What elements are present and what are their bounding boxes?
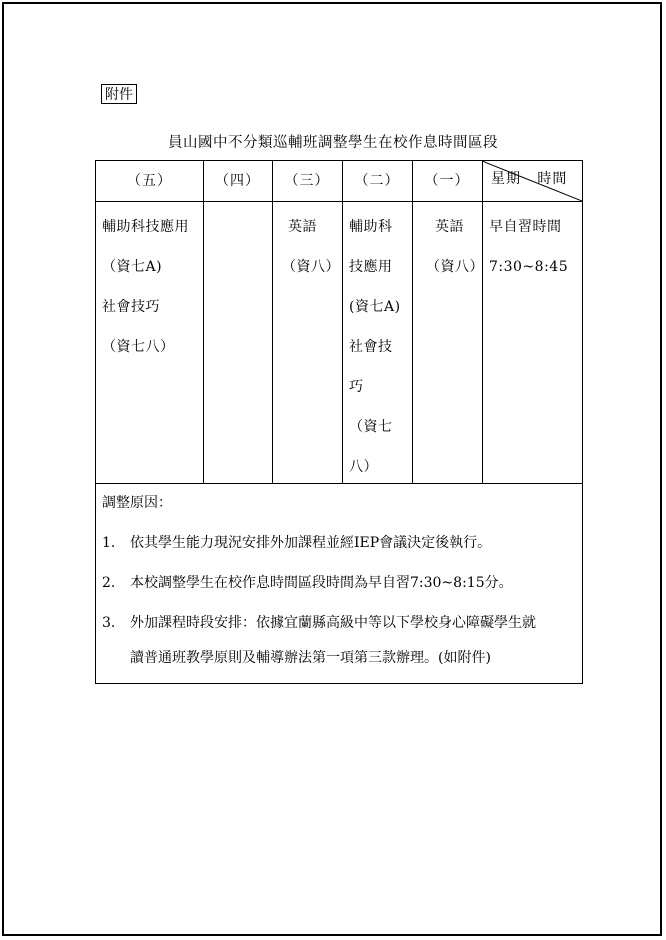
header-tuesday: （二） — [354, 173, 400, 189]
cell-line: 早自習時間 — [489, 219, 562, 235]
cell-line: (資七A) — [349, 299, 401, 315]
cell-line: 社會技 — [349, 339, 393, 355]
cell-line: （資七八） — [102, 339, 175, 355]
header-wednesday: （三） — [284, 173, 330, 189]
note-item — [102, 573, 578, 593]
cell-line: （資七 — [349, 419, 393, 435]
notes-title: 調整原因： — [102, 495, 172, 511]
cell-time — [489, 207, 568, 287]
cell-line: 輔助科 — [349, 219, 393, 235]
attachment-label: 附件 — [101, 84, 137, 104]
column-divider — [272, 161, 273, 483]
column-divider — [203, 161, 204, 483]
cell-line: （資八） — [426, 259, 484, 275]
column-divider — [342, 161, 343, 483]
cell-friday — [102, 207, 189, 367]
schedule-table — [95, 160, 583, 684]
note-item — [102, 533, 578, 553]
header-monday: （一） — [424, 173, 470, 189]
document-title: 員山國中不分類巡輔班調整學生在校作息時間區段 — [168, 135, 498, 151]
cell-line: （資七A) — [102, 259, 163, 275]
cell-line: （資八） — [282, 259, 340, 275]
cell-line: 英語 — [288, 219, 317, 235]
cell-tuesday — [349, 207, 401, 487]
cell-line: 英語 — [435, 219, 464, 235]
corner-time-label: 時間 — [537, 171, 568, 187]
cell-line: 技應用 — [349, 259, 393, 275]
cell-line: 巧 — [349, 379, 364, 395]
cell-line: 社會技巧 — [102, 299, 160, 315]
notes-divider — [96, 483, 582, 484]
note-number: 2. — [102, 575, 116, 591]
cell-wednesday — [282, 207, 340, 287]
header-corner — [491, 171, 567, 187]
note-number: 3. — [102, 615, 116, 631]
note-text: 外加課程時段安排：依據宜蘭縣高級中等以下學校身心障礙學生就 — [130, 615, 536, 631]
header-divider — [96, 201, 582, 202]
cell-monday — [426, 207, 484, 287]
column-divider — [412, 161, 413, 483]
header-thursday: （四） — [215, 173, 260, 189]
note-text: 本校調整學生在校作息時間區段時間為早自習7:30~8:15分。 — [130, 575, 513, 591]
note-text: 依其學生能力現況安排外加課程並經IEP會議決定後執行。 — [130, 535, 492, 551]
note-continuation: 讀普通班教學原則及輔導辦法第一項第三款辦理。(如附件) — [130, 650, 491, 666]
cell-line: 輔助科技應用 — [102, 219, 189, 235]
adjustment-notes — [102, 487, 578, 668]
cell-line: 7:30~8:45 — [489, 259, 569, 275]
header-friday: （五） — [127, 173, 172, 189]
note-item — [102, 613, 578, 633]
corner-weekday-label: 星期 — [491, 171, 521, 187]
note-number: 1. — [102, 535, 116, 551]
cell-line: 八） — [349, 459, 378, 475]
